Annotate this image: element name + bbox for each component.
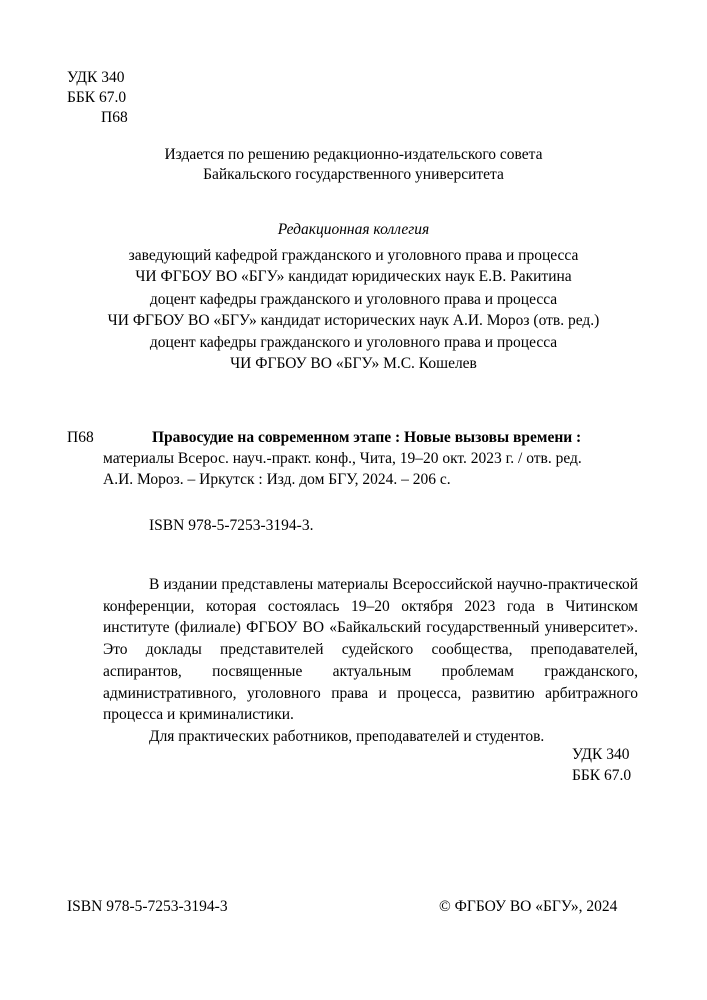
author-mark-top: П68 bbox=[101, 109, 128, 126]
footer-isbn: ISBN 978-5-7253-3194-3 bbox=[67, 898, 228, 915]
bbk-code-top: ББК 67.0 bbox=[67, 89, 127, 106]
bib-title: Правосудие на современном этапе : Новые вызовы времени : bbox=[152, 429, 582, 446]
bib-description-line-2: материалы Всерос. науч.-практ. конф., Чита, 19–20 окт. 2023 г. / отв. ред. bbox=[103, 450, 582, 467]
bib-author-mark: П68 bbox=[67, 429, 94, 446]
udk-code-top: УДК 340 bbox=[67, 69, 125, 86]
udk-code-bottom: УДК 340 bbox=[572, 746, 630, 763]
editorial-board-heading: Редакционная коллегия bbox=[277, 221, 430, 238]
bbk-code-bottom: ББК 67.0 bbox=[572, 767, 632, 784]
bib-description-line-3: А.И. Мороз. – Иркутск : Изд. дом БГУ, 2024. – 206 с. bbox=[103, 471, 451, 488]
annotation-block bbox=[103, 574, 638, 748]
editor-2-name: ЧИ ФГБОУ ВО «БГУ» кандидат исторических наук А.И. Мороз (отв. ред.) bbox=[107, 312, 600, 329]
annotation-paragraph-2: Для практических работников, преподавателей и студентов. bbox=[149, 727, 545, 745]
editor-2-position: доцент кафедры гражданского и уголовного права и процесса bbox=[149, 291, 558, 308]
publisher-note-line-1: Издается по решению редакционно-издательского совета bbox=[164, 146, 543, 163]
annotation-paragraph-1: В издании представлены материалы Всероссийской научно-практической конференции, которая состоялась 19–20 октября 2023 года в Читинском институте (филиале) ФГБОУ ВО «Байкальский государственный университет». Это доклады представителей судейского сообщества, преподавателей, аспирантов, посвященные актуальным проблемам гражданского, административного, уголовного права и процесса, развитию арбитражного процесса и криминалистики. bbox=[103, 576, 638, 724]
editor-1-position: заведующий кафедрой гражданского и уголовного права и процесса bbox=[128, 247, 579, 264]
editor-3-position: доцент кафедры гражданского и уголовного права и процесса bbox=[149, 334, 558, 351]
publisher-note-line-2: Байкальского государственного университета bbox=[203, 166, 504, 183]
editor-3-name: ЧИ ФГБОУ ВО «БГУ» М.С. Кошелев bbox=[230, 355, 477, 372]
bib-isbn: ISBN 978-5-7253-3194-3. bbox=[149, 517, 314, 534]
footer-copyright: © ФГБОУ ВО «БГУ», 2024 bbox=[439, 898, 618, 915]
editor-1-name: ЧИ ФГБОУ ВО «БГУ» кандидат юридических наук Е.В. Ракитина bbox=[135, 268, 572, 285]
